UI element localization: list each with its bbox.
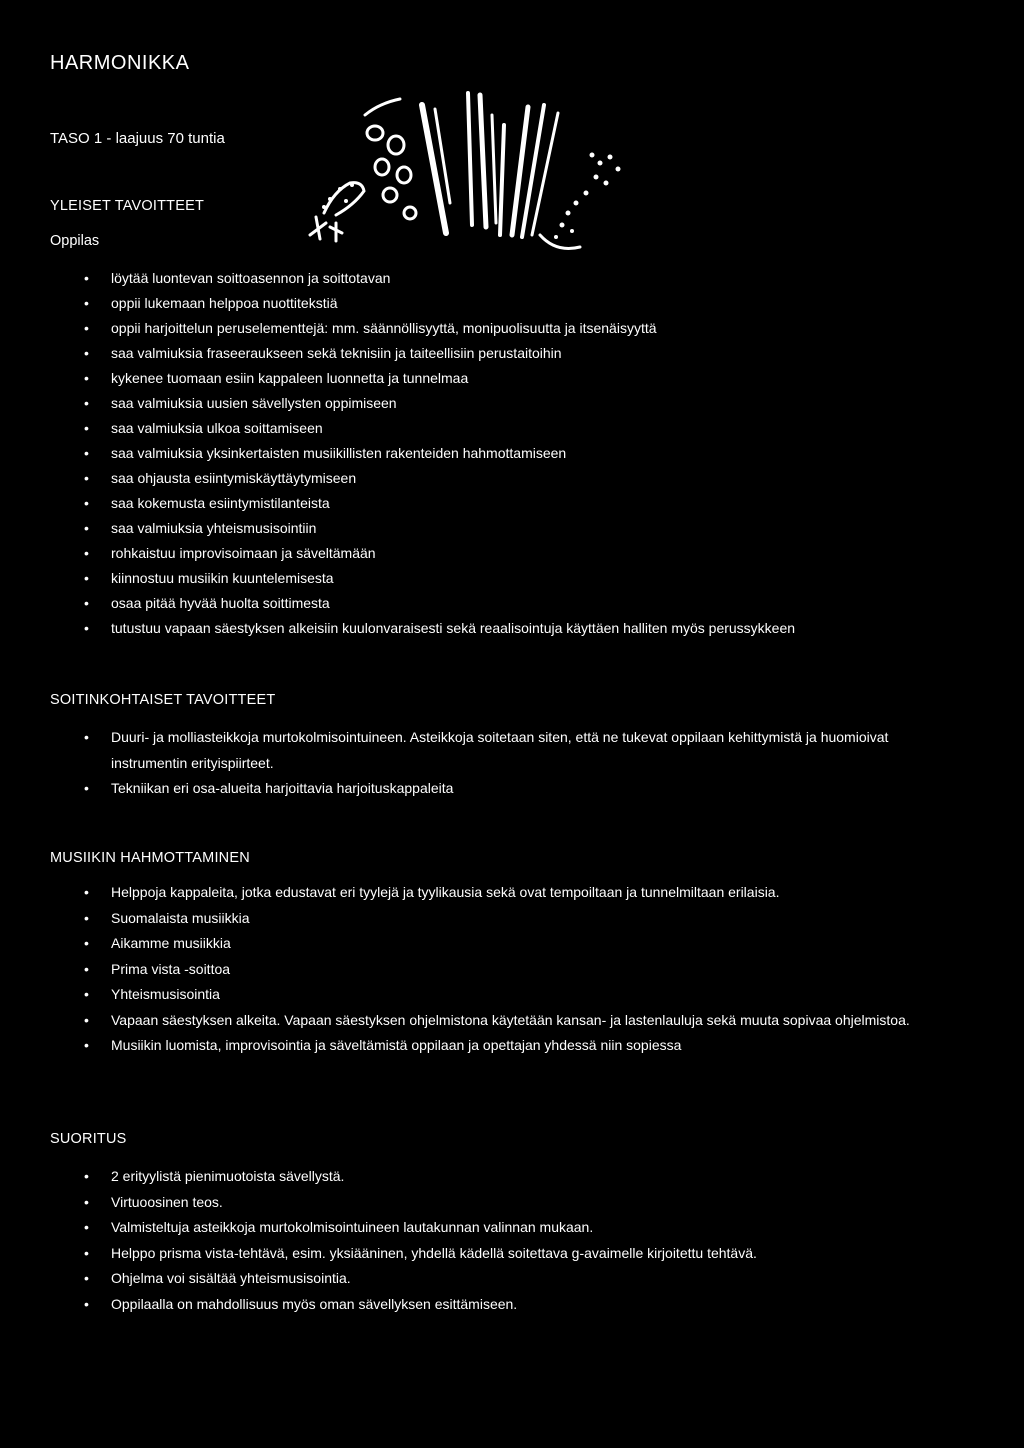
list-item: • kykenee tuomaan esiin kappaleen luonnetta ja tunnelmaa <box>84 366 964 391</box>
list-item: • löytää luontevan soittoasennon ja soittotavan <box>84 266 964 291</box>
hahmottaminen-heading: MUSIIKIN HAHMOTTAMINEN <box>50 850 250 866</box>
list-item: • saa valmiuksia yhteismusisointiin <box>84 516 964 541</box>
oppilas-subheading: Oppilas <box>50 233 100 249</box>
list-item: • Vapaan säestyksen alkeita. Vapaan säestyksen ohjelmistona käytetään kansan- ja lastenlauluja sekä muuta sopivaa ohjelmistoa. <box>84 1008 964 1034</box>
list-item: • oppii harjoittelun peruselementtejä: mm. säännöllisyyttä, monipuolisuutta ja itsenäisyyttä <box>84 316 964 341</box>
list-item: • Helppoja kappaleita, jotka edustavat eri tyylejä ja tyylikausia sekä ovat tempoiltaan ja tunnelmiltaan erilaisia. <box>84 880 964 906</box>
list-item: • Virtuoosinen teos. <box>84 1190 964 1216</box>
list-item: • rohkaistuu improvisoimaan ja säveltämään <box>84 541 964 566</box>
list-item: • Duuri- ja molliasteikkoja murtokolmisointuineen. Asteikkoja soitetaan siten, että ne tukevat oppilaan kehittymistä ja huomioivat instrumentin erityispiirteet. <box>84 725 964 776</box>
soitinkohtaiset-heading: SOITINKOHTAISET TAVOITTEET <box>50 692 276 708</box>
list-item: • Helppo prisma vista-tehtävä, esim. yksiääninen, yhdellä kädellä soitettava g-avaimelle kirjoitettu tehtävä. <box>84 1241 964 1267</box>
soitinkohtaiset-list <box>84 725 964 802</box>
list-item: • Yhteismusisointia <box>84 982 964 1008</box>
list-item: • Tekniikan eri osa-alueita harjoittavia harjoituskappaleita <box>84 776 964 802</box>
suoritus-heading: SUORITUS <box>50 1131 127 1147</box>
list-item: • Prima vista -soittoa <box>84 957 964 983</box>
list-item: • saa valmiuksia ulkoa soittamiseen <box>84 416 964 441</box>
document-title: HARMONIKKA <box>50 52 190 74</box>
list-item: • Oppilaalla on mahdollisuus myös oman sävellyksen esittämiseen. <box>84 1292 964 1318</box>
list-item: • kiinnostuu musiikin kuuntelemisesta <box>84 566 964 591</box>
list-item: • Ohjelma voi sisältää yhteismusisointia. <box>84 1266 964 1292</box>
list-item: • saa valmiuksia fraseeraukseen sekä teknisiin ja taiteellisiin perustaitoihin <box>84 341 964 366</box>
yleiset-list <box>84 266 964 641</box>
suoritus-list <box>84 1164 964 1317</box>
accordion-drawing-icon <box>300 85 630 265</box>
list-item: • saa valmiuksia yksinkertaisten musiikillisten rakenteiden hahmottamiseen <box>84 441 964 466</box>
list-item: • Valmisteltuja asteikkoja murtokolmisointuineen lautakunnan valinnan mukaan. <box>84 1215 964 1241</box>
list-item: • osaa pitää hyvää huolta soittimesta <box>84 591 964 616</box>
list-item: • oppii lukemaan helppoa nuottitekstiä <box>84 291 964 316</box>
list-item: • tutustuu vapaan säestyksen alkeisiin kuulonvaraisesti sekä reaalisointuja käyttäen halliten myös perussykkeen <box>84 616 964 641</box>
level-line: TASO 1 - laajuus 70 tuntia <box>50 130 225 147</box>
list-item: • saa ohjausta esiintymiskäyttäytymiseen <box>84 466 964 491</box>
list-item: • 2 erityylistä pienimuotoista sävellystä. <box>84 1164 964 1190</box>
list-item: • saa valmiuksia uusien sävellysten oppimiseen <box>84 391 964 416</box>
yleiset-heading: YLEISET TAVOITTEET <box>50 198 205 214</box>
list-item: • saa kokemusta esiintymistilanteista <box>84 491 964 516</box>
list-item: • Aikamme musiikkia <box>84 931 964 957</box>
list-item: • Suomalaista musiikkia <box>84 906 964 932</box>
hahmottaminen-list <box>84 880 964 1059</box>
list-item: • Musiikin luomista, improvisointia ja säveltämistä oppilaan ja opettajan yhdessä niin sopiessa <box>84 1033 964 1059</box>
